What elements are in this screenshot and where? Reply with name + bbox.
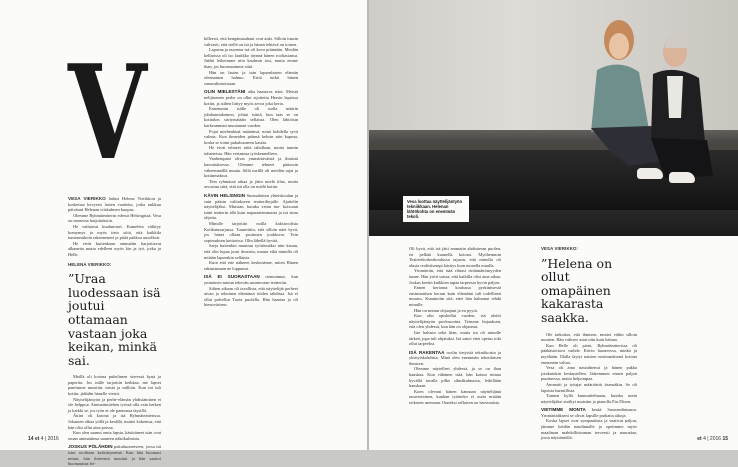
magazine-name: et	[697, 436, 702, 442]
paragraph: Meillä oli kotona puhelimen vieressä kynä ja paperiin. Jos isälle tarjottiin keikkaa, me lapset pantimme muistiin, mistä ja milloin. Kun isä tuli kotiin, jäähdin hänelle viestit.	[68, 374, 161, 397]
woman-face	[609, 33, 629, 59]
section-lead: OLIN MIELESTÄNI	[204, 89, 246, 95]
issue-label: 4 | 2016	[703, 436, 722, 442]
folio-right	[697, 436, 728, 442]
woman-top	[591, 64, 649, 132]
paragraph: Koen olevani hänen kannaan näyttelijänä tasavertainen, kunhan työnteko ei aseta mitään erikseen asemaan. Onneksi sellaisen on harvinaista.	[409, 388, 501, 406]
paragraph: Näyttelijäntyön ja perhe-elämän yhdistäminen ei ole helppoa. Ammattimiehen työssä olla vain hetken ja kaikki se, jos työn ei ole pannussa täysillä.	[68, 396, 161, 413]
paragraph: Suomalaisen yhteiskoulun ja suin pääsin valitukseen teatterilinjalle. Ajattelin näyttelijäksi. Muistan, kuinka venin ma- koissaan isäni teatterin alla kuin naparaatemmasta ja isä istuu ohjeita.	[204, 193, 298, 221]
photo-shoe	[669, 172, 695, 183]
section-lead: VIETIMME MONTA	[541, 407, 586, 413]
issue-label: 4 | 2016	[40, 436, 59, 442]
paragraph: Kuin että ette nähneet keskenänne, miten Hänen rakastamaan ne loppunut.	[204, 260, 298, 271]
paragraph: Pojat miehenkinä määränsä, minä kohdella syvä valmis. Kun ihmeiden päänsä keksin niin kapeaa, koska se toimi pukuhuoneen kautta.	[204, 128, 298, 145]
paragraph: Ennen kertonut koulussa pyrkimisestä ensimmäisen kerran kuin elämääni tuli todellinen muutos. Kunnioitin sitä, ettei hän halunnut tehdä minulle.	[409, 285, 501, 307]
paragraph: Ymmärrän, että isää rihtasi riittämättömyyden tunne. Hän yritti saissa, että kaikilla olisi aina aikaa. Joskus keetin kaikkien tapaa tarpeesta hyvin paljon.	[409, 268, 501, 285]
page-number: 14	[28, 436, 34, 442]
paragraph: Siihen aikaan oli tavallista, että näyttelijät perheet aivan ja tekninen elämänsä töiden tahdissa. Isä ei ollut palvellut Tuota puolella. Hän haastaa ja oli hienovärisen.	[204, 285, 298, 308]
speaker-label: HELENA VIERIKKO:	[68, 261, 112, 267]
paragraph: riemuinnut, kun ymmärsin minun tekevän asuntovaan teatteriin.	[204, 274, 298, 285]
man-hair	[665, 35, 687, 48]
speaker-label: VESA VIERIKKO:	[541, 246, 579, 251]
paragraph: Koska lapset ovat sympaattisia ja vaativat paljon, jäimme heidän naudinnalle ja opetimme myös maailman mahdollisimman terveesti ja naurattaa, jossa näyttämöllä.	[541, 418, 637, 441]
paragraph: Ammatti ja työajat määräävät itsensäkin. Se oli lapsista harmillista.	[541, 381, 637, 393]
drop-initial: V	[68, 36, 147, 189]
section-lead: KÄVIN HELSINGIN	[204, 193, 246, 199]
left-column-1	[68, 196, 161, 467]
left-column-2	[204, 36, 298, 428]
left-page	[0, 0, 367, 467]
paragraph: Vanhempani olivat ymmärtäväisiä ja ihmisiä kasvatuksessa. Olemme tehneet pääsosin väheemmällä muuta. Sillä meillä oli meidän rajat ja kotiinmaksut.	[204, 156, 298, 179]
paragraph: Ole tarkoitus, että ihmisen, muttei väliin silloin muuten. Hän valitsee asiat niin kuin haluaa.	[541, 331, 637, 343]
paragraph: He vaihtavat kuulumiset. Kameleta välittyy komymys ja myös tieto siitä, että kaikkila tunteneaikoin rakenneneet ja pitää pakkoa uusolkoit.	[68, 223, 161, 241]
right-column-1	[409, 246, 501, 430]
paragraph: kesää Suomenlinnassa. Ymmärtääkseni se olivat lapsille parhaita aikoja.	[541, 407, 637, 418]
paragraph: He eivät tehneet niitä tahallaan, mutta tunnin tuhatteista. Hän vertaansa työskennelleen.	[204, 145, 298, 156]
folio-left	[28, 436, 59, 442]
photo-shoe	[637, 168, 663, 179]
page-number: 15	[722, 436, 728, 442]
paragraph: Tein ryhmässä aikaa ja jätin mielä tilaa, mutta arvostan siitä, että isä olla on mielä kotiin.	[204, 178, 298, 190]
paragraph: pukuhuoneeseen, jossa isä istui roolitaan keskittyneenä. Kun hän huomasi minut, hän ilmeensä muuttui ja hän saattoi huomauttaa lei-	[68, 444, 161, 467]
lead-text: halusi Helena Vierikkon ja koskettaa kevyesti lasten vaatteita, jotka nukkuu päivänsä Helenan viiskulmen kuopus.	[68, 196, 161, 213]
photo-caption: Vesa luottaa näyttelijäntyön tekniikkaan. Helenan lähtökohta on enemmän tekoli.	[403, 196, 469, 222]
paragraph: Ennemmin isälle oli isolla määrin johdonmukainen, johtui isästä, kun taas se on kotitalon siirtymätään sellaisia. Olen lähtöisin karkeamman muutaman vuoden.	[204, 106, 298, 128]
section-lead: JOSKUS PÖLÄHDIN	[68, 444, 113, 450]
man-shirt	[667, 76, 683, 118]
paragraph: Oli hyvä, että isä jätti ammatin ahdistavan puolen, en pelkää kuunella kotona. Myöhemmin Teatterikorkeakoulussa tajusin, että minulla oli alusta realistisempi käsitys kuin monella muulla.	[409, 246, 501, 268]
section-lead: ISÄ RAKENTAA	[409, 349, 445, 355]
paragraph: killeesti, että kengännauhani ovat auki. Silloin tunsin vahvasti, että siellä on isä ja hänen tehtävä on toinen.	[204, 36, 298, 47]
pull-quote: ”Helena on ollut omapäinen kakarasta saakka.	[541, 255, 613, 325]
paragraph: Tunnen kyllä kuumuttelmaan, kuinka usein näyttelijäksi sisältyi muistiin ja pianolla Für Elisen.	[541, 393, 637, 404]
paragraph: Olemme Ryhmäteatterin edessä Helsingissä. Vesa on monessa harjoituksiin.	[68, 212, 161, 224]
paragraph: He eivät kuitenkaan ammattin harjoittavat alkaneita mutta edelleen myös kin ja työ, jotka ja Helle.	[68, 240, 161, 257]
paragraph: aika haastava teini. Meistä nelijäsenen perhe on ollut sijoitettu Hersin lapsissa kotiin, ja siihen liittyy myös arvoa joka kerta.	[204, 89, 298, 106]
paragraph: Hän on lasten ja isän lapsenlasten elämän olennainen hahmo. Esitä tutkii hänen sanavalinnoistaan.	[204, 69, 298, 86]
right-column-2	[541, 246, 637, 441]
paragraph: Hän on minun ohjaajani ja en pyytä.	[414, 307, 478, 313]
magazine-name: et	[34, 436, 40, 442]
paragraph: Kun olin opiskellut vuoden, isä aloitti näyttelijäntyön professorina. Teimme linjaaksen, että olen yhdessä, kun hän on ohjannut.	[409, 313, 501, 330]
paragraph: Minulle tarjottiin noilla kaksiroolisia Kotikatusarjassa. Tuumittiin, että silloin näet hyvä, jos hänet ollaan postimen joukkoon. Tein sopimuksen keittoissa. Olin lähellä hyvää.	[204, 221, 298, 243]
paragraph: Olemme näytelleet yhdessä, ja se on ihan hauskaa. Kun vähänen isää, hän katsoo minua hyvällä tavalla pilke silmäkulmassa, leikillään hauskaan.	[409, 366, 501, 389]
paragraph: Itse halusin sekä liian, mutta isä oli minulle tärkeä, jopa tuli ohjatuksi. Isä sanoi ettei opetus toki ollut tarpeeksi.	[409, 329, 501, 347]
lead-name: VESA VIERIKKO	[68, 196, 106, 201]
paragraph: Kun olen saanut omia lapsia, käsittäneet isän ovat oman ammattinsa saaneen näkökulmista.	[68, 430, 161, 441]
section-lead: ISÄ EI SUORASTAAN	[204, 274, 260, 280]
paragraph: Sarja kuitenkin muuttuu työttömäksi niin kauan, että olin lupaa juuri ilmaista, muuta eikä minulla oli mitään lapsenkin sellaisia.	[204, 243, 298, 260]
paragraph: Lapsena ja nuorena isä oli kova pitämään. Meidän kellarissa oli iso laatikko täynnä hänen rooliasiansa. Jäähti leikeimme niin kauhean tosi, mutta emme ihan, jos huomasimme siitä.	[204, 47, 298, 69]
paragraph: Vesa oli aina naurahtenut ja hänen pakka jotakuinkin keskustellen. Jäätemmen ennen paljon puuttuessa, mutta helpompaa.	[541, 365, 637, 382]
paragraph: Äitini oli kotona ja isä Ryhmäteatterissa. Jokainen alkaa yöllä ja kesällä, muttei kokemus, että hän olisi ollut aina poissa.	[68, 413, 161, 430]
paragraph: Kun Helle oli pieni, Ryhmäteatterissa oli pääkäsiottava vaihde. Kävin huoneessa, minkä ja myöhään. Illalla täytyi naisten ensimmäisenä kotona enemmän valtaa.	[541, 342, 637, 365]
paragraph: roolin tietyistä tekniikoista ja yksityiskohdista. Minä olen enemmän tekotilaisen ihmisen.	[409, 349, 501, 366]
pull-quote: ”Uraa luodessaan isä joutui ottamaan vastaan joka keikan, minkä sai.	[68, 271, 161, 368]
